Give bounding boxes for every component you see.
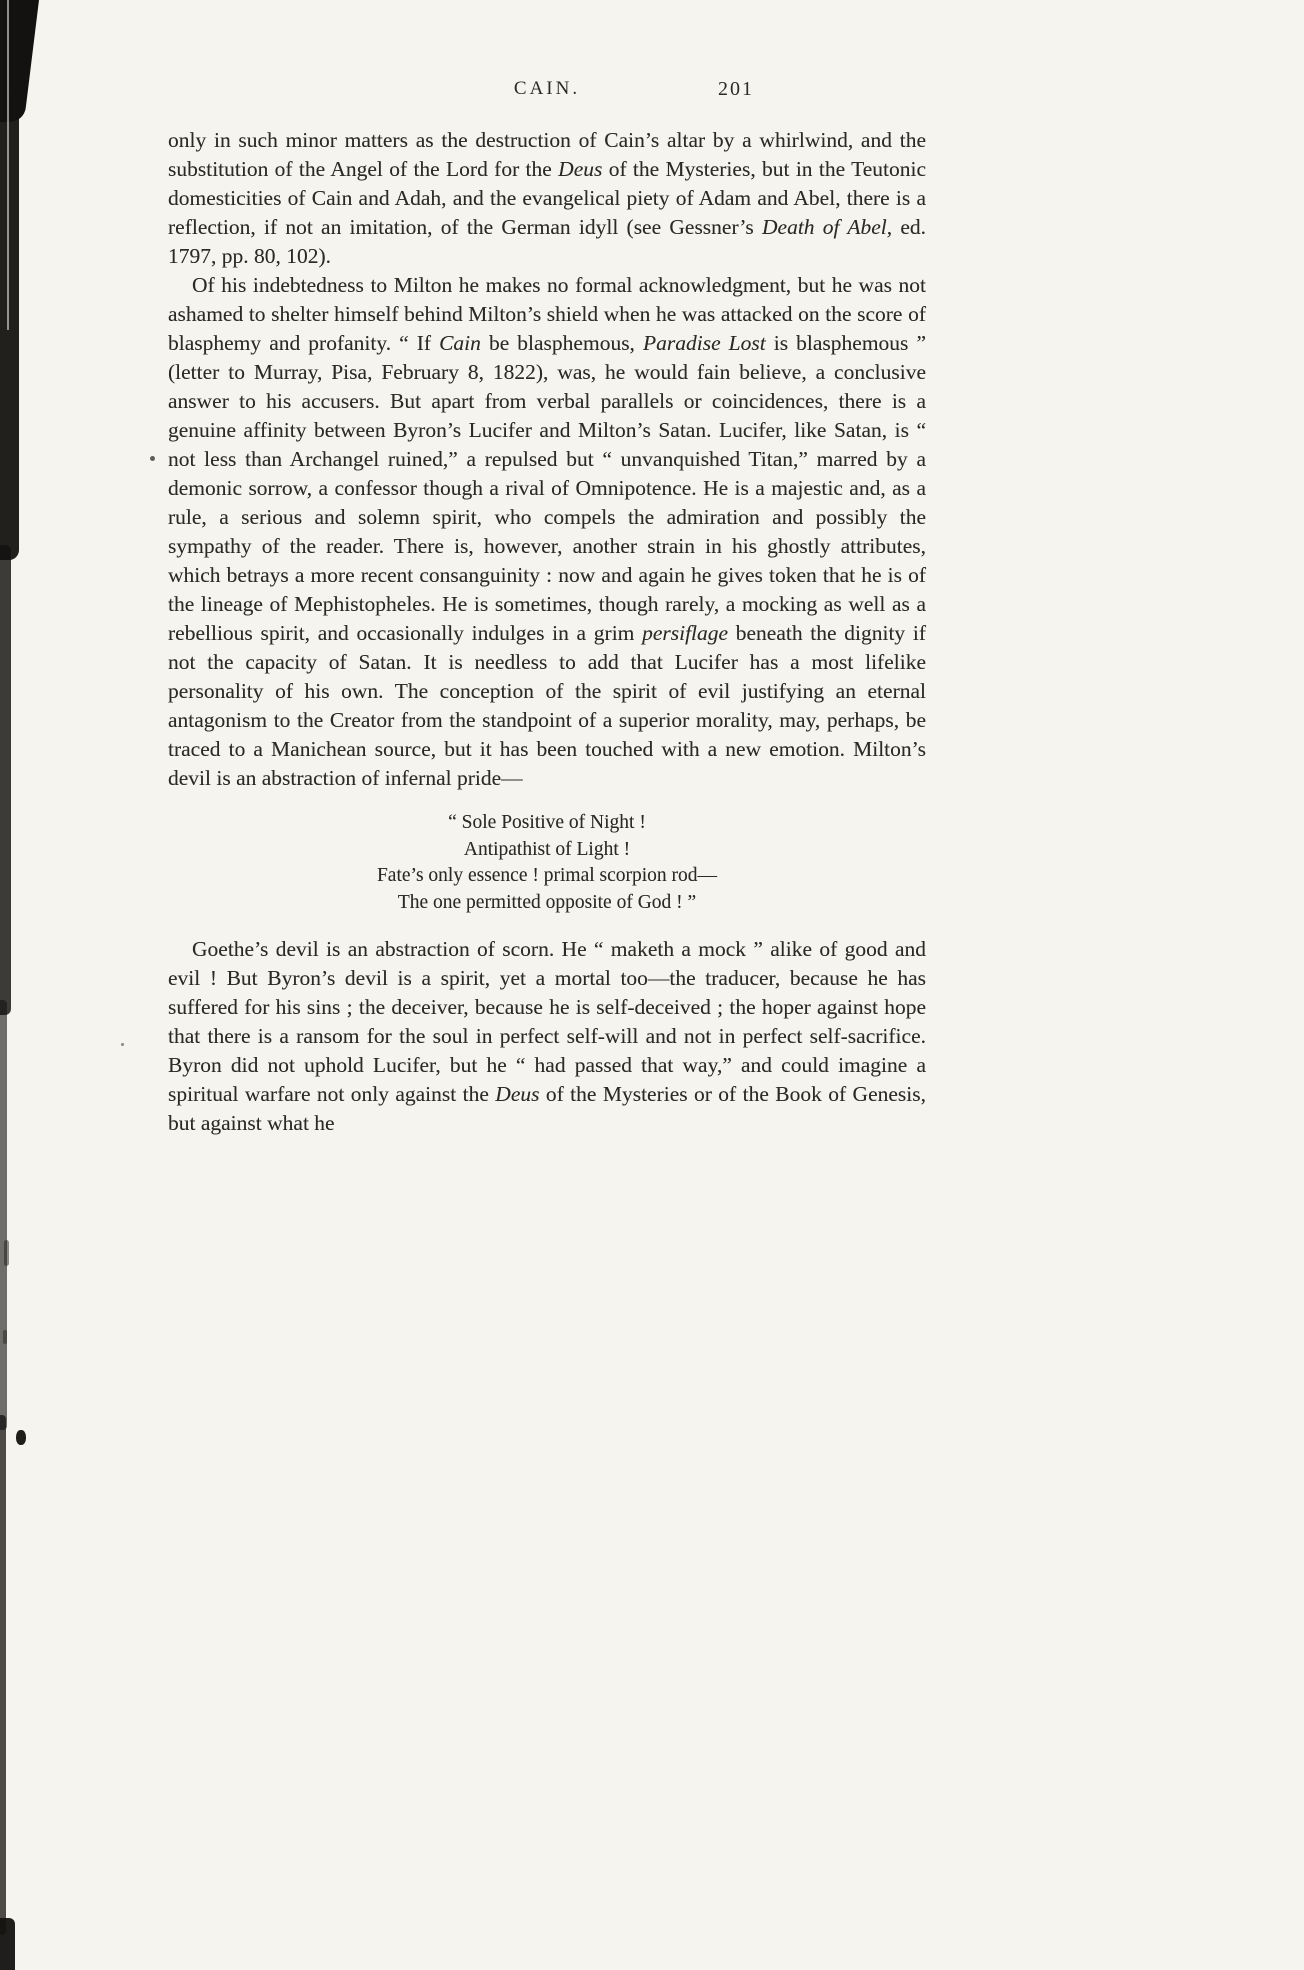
scan-artifact xyxy=(121,1043,124,1046)
italic-text-run: Deus xyxy=(558,157,603,181)
text-run: Goethe’s devil is an abstraction of scorn. He “ maketh a mock ” alike of good and evil ! But Byron’s devil is a spirit, yet a mortal too—the traducer, because he has suffered for his sins ; the deceiver, because he is self-deceived ; the hoper against hope that there is a ransom for the soul in perfect self-will and not in perfect self-sacrifice. Byron did not uphold Lucifer, but he “ had passed that way,” and could imagine a spiritual warfare not only against the xyxy=(168,937,926,1106)
scan-artifact xyxy=(150,456,155,461)
text-run: ed. 1797, pp. 80, 102). xyxy=(168,215,927,268)
text-run: be blasphemous, xyxy=(480,331,643,355)
verse-line: Antipathist of Light ! xyxy=(463,838,631,860)
italic-text-run: Death of Abel, xyxy=(762,215,893,239)
scan-artifact xyxy=(16,1430,26,1445)
text-run: of the Mysteries, but in the Teutonic domesticities of Cain and Adah, and the evangelical piety of Adam and Abel, there is a reflection, if not an imitation, of the German idyll (see Gessner’s xyxy=(168,157,927,239)
binding-highlight xyxy=(7,0,9,330)
page-number: 201 xyxy=(718,78,754,100)
paragraph xyxy=(168,271,926,793)
text-run: is blasphemous ” (letter to Murray, Pisa, February 8, 1822), was, he would fain believe, a conclusive answer to his accusers. But apart from verbal parallels or coincidences, there is a genuine affinity between Byron’s Lucifer and Milton’s Satan. Lucifer, like Satan, is “ not less than Archangel ruined,” a repulsed but “ unvanquished Titan,” marred by a demonic sorrow, a confessor though a rival of Omnipotence. He is a majestic and, as a rule, a serious and solemn spirit, who compels the admiration and possibly the sympathy of the reader. There is, however, another strain in his ghostly attributes, which betrays a more recent consanguinity : now and again he gives token that he is of the lineage of Mephistopheles. He is sometimes, though rarely, a mocking as well as a rebellious spirit, and occasionally indulges in a grim xyxy=(168,331,927,645)
binding-mark xyxy=(0,1000,7,1430)
text-block xyxy=(168,126,926,1138)
binding-mark xyxy=(0,1918,15,1970)
text-run: beneath the dignity if not the capacity of Satan. It is needless to add that Lucifer has a most lifelike personality of his own. The conception of the spirit of evil justifying an eternal antagonism to the Creator from the standpoint of a superior morality, may, perhaps, be traced to a Manichean source, but it has been touched with a new emotion. Milton’s devil is an abstraction of infernal pride— xyxy=(168,621,926,790)
text-run: only in such minor matters as the destruction of Cain’s altar by a whirlwind, and the substitution of the Angel of the Lord for the xyxy=(168,128,926,181)
page-header xyxy=(168,78,926,106)
binding-mark xyxy=(0,1415,6,1935)
paragraph xyxy=(168,935,926,1138)
running-title: CAIN. xyxy=(513,78,581,99)
italic-text-run: Deus xyxy=(495,1082,540,1106)
scan-artifact xyxy=(4,1240,9,1266)
binding-mark xyxy=(0,90,19,560)
scan-artifact xyxy=(3,1330,7,1344)
verse-line: “ Sole Positive of Night ! xyxy=(448,812,646,833)
italic-text-run: Paradise Lost xyxy=(642,331,766,355)
binding-mark xyxy=(0,545,11,1015)
text-run: of the Mysteries or of the Book of Genesis, but against what he xyxy=(168,1082,926,1135)
italic-text-run: persiflage xyxy=(642,621,729,645)
verse-quote xyxy=(168,810,926,916)
verse-line: Fate’s only essence ! primal scorpion rod— xyxy=(376,865,718,886)
paragraph xyxy=(168,126,926,271)
binding-shadow xyxy=(0,0,44,1970)
verse-line: The one permitted opposite of God ! ” xyxy=(397,891,697,913)
text-run: Of his indebtedness to Milton he makes no formal acknowledgment, but he was not ashamed to shelter himself behind Milton’s shield when he was attacked on the score of blasphemy and profanity. “ If xyxy=(168,273,926,355)
italic-text-run: Cain xyxy=(439,331,481,355)
